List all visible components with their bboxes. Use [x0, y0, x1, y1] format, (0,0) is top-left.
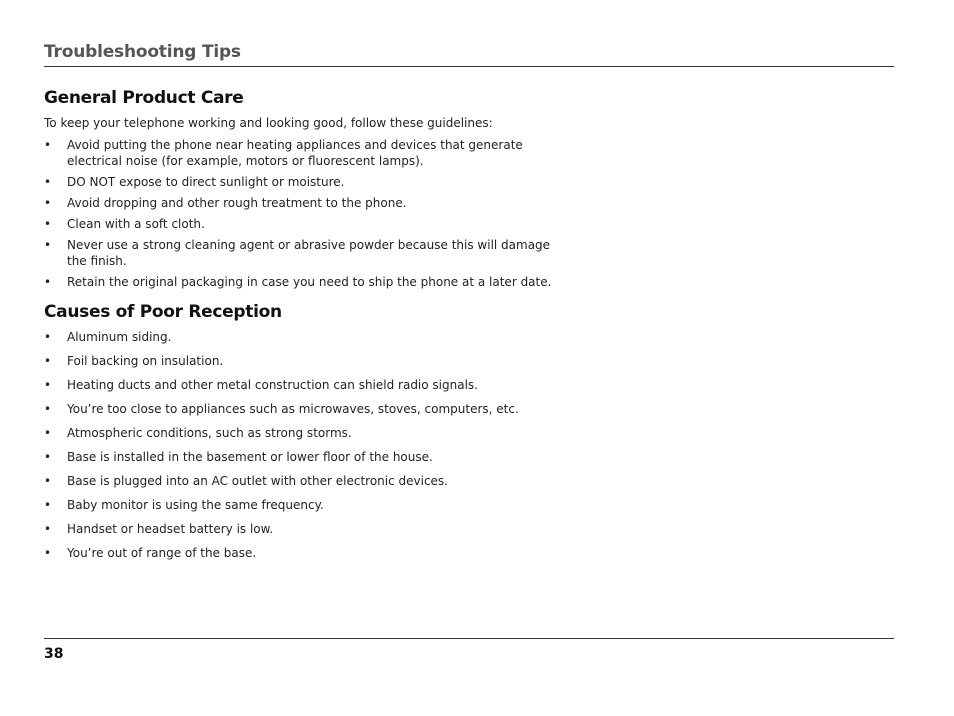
list-item-text: Avoid putting the phone near heating appliances and devices that generate electrical noise (for example, motors or fluorescent lamps). — [67, 138, 523, 168]
list-item-text: Retain the original packaging in case you need to ship the phone at a later date. — [67, 275, 552, 289]
list-item-text: Handset or headset battery is low. — [67, 522, 274, 536]
list-item-text: Baby monitor is using the same frequency. — [67, 498, 324, 512]
list-item — [44, 545, 564, 561]
list-item — [44, 473, 564, 489]
list-item — [44, 353, 564, 369]
bullet-icon: • — [44, 450, 52, 464]
bullet-icon: • — [44, 426, 52, 440]
bullet-icon: • — [44, 546, 52, 560]
list-item — [44, 137, 564, 169]
list-item-text: Atmospheric conditions, such as strong storms. — [67, 426, 352, 440]
page-header-title: Troubleshooting Tips — [44, 42, 241, 62]
bullet-icon: • — [44, 474, 52, 488]
list-item — [44, 237, 564, 269]
list-item — [44, 401, 564, 417]
list-item-text: Base is plugged into an AC outlet with other electronic devices. — [67, 474, 448, 488]
list-item-text: You’re too close to appliances such as microwaves, stoves, computers, etc. — [67, 402, 519, 416]
header-divider — [44, 66, 894, 67]
bullet-icon: • — [44, 522, 52, 536]
poor-reception-list — [44, 329, 564, 569]
list-item-text: Foil backing on insulation. — [67, 354, 224, 368]
poor-reception-heading: Causes of Poor Reception — [44, 302, 282, 322]
general-care-heading: General Product Care — [44, 88, 244, 108]
list-item — [44, 521, 564, 537]
bullet-icon: • — [44, 275, 52, 289]
bullet-icon: • — [44, 354, 52, 368]
footer-divider — [44, 638, 894, 639]
list-item — [44, 329, 564, 345]
list-item — [44, 216, 564, 232]
list-item — [44, 174, 564, 190]
list-item-text: Avoid dropping and other rough treatment to the phone. — [67, 196, 407, 210]
list-item — [44, 274, 564, 290]
bullet-icon: • — [44, 217, 52, 231]
list-item-text: Heating ducts and other metal construction can shield radio signals. — [67, 378, 478, 392]
list-item — [44, 195, 564, 211]
list-item — [44, 449, 564, 465]
list-item-text: DO NOT expose to direct sunlight or moisture. — [67, 175, 345, 189]
general-care-intro: To keep your telephone working and looking good, follow these guidelines: — [44, 116, 493, 130]
bullet-icon: • — [44, 175, 52, 189]
list-item-text: Aluminum siding. — [67, 330, 172, 344]
list-item — [44, 425, 564, 441]
list-item-text: Base is installed in the basement or lower floor of the house. — [67, 450, 433, 464]
bullet-icon: • — [44, 138, 52, 152]
list-item-text: Never use a strong cleaning agent or abrasive powder because this will damage the finish. — [67, 238, 551, 268]
general-care-list — [44, 137, 564, 295]
bullet-icon: • — [44, 378, 52, 392]
list-item-text: You’re out of range of the base. — [67, 546, 257, 560]
bullet-icon: • — [44, 498, 52, 512]
bullet-icon: • — [44, 238, 52, 252]
bullet-icon: • — [44, 330, 52, 344]
bullet-icon: • — [44, 402, 52, 416]
list-item-text: Clean with a soft cloth. — [67, 217, 205, 231]
bullet-icon: • — [44, 196, 52, 210]
page-number: 38 — [44, 646, 64, 662]
list-item — [44, 377, 564, 393]
list-item — [44, 497, 564, 513]
